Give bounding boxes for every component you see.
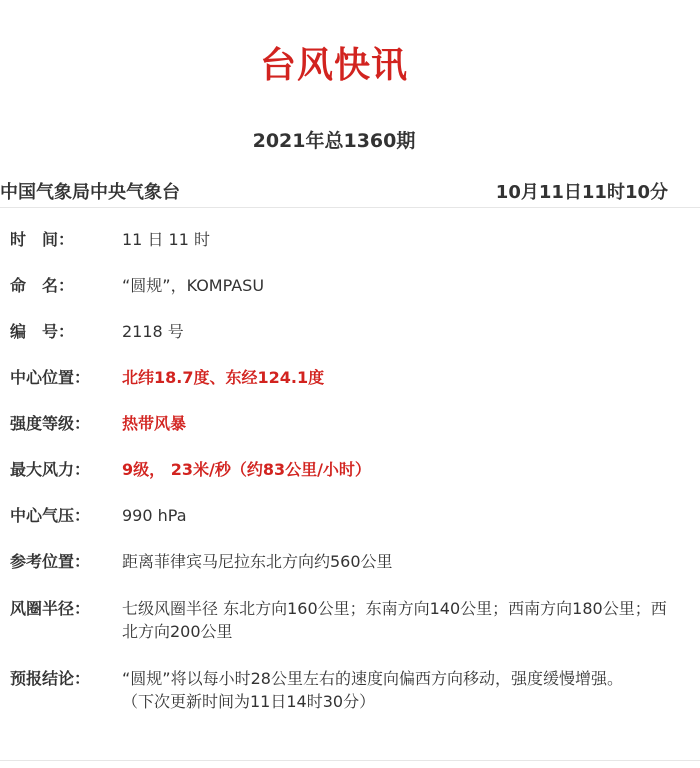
publish-datetime: 10月11日11时10分 <box>495 182 668 203</box>
field-value: 11 日 11 时 <box>122 230 210 249</box>
field-max-wind <box>10 458 670 481</box>
source-row <box>0 176 668 206</box>
bottom-divider <box>0 760 700 761</box>
field-label: 最大风力： <box>10 460 91 479</box>
field-reference-position <box>10 550 670 573</box>
forecast-text: “圆规”将以每小时28公里左右的速度向偏西方向移动，强度缓慢增强。 <box>122 669 623 688</box>
field-value: 热带风暴 <box>122 414 187 433</box>
field-value: “圆规”，KOMPASU <box>122 276 265 295</box>
field-forecast <box>10 667 670 713</box>
divider <box>0 207 700 208</box>
field-value: 990 hPa <box>122 506 187 525</box>
field-value: 北纬18.7度、东经124.1度 <box>122 368 325 387</box>
field-label: 参考位置： <box>10 552 91 571</box>
issue-number: 2021年总1360期 <box>252 130 416 152</box>
field-label: 预报结论： <box>10 669 91 688</box>
field-label: 中心位置： <box>10 368 91 387</box>
next-update-note: （下次更新时间为11日14时30分） <box>122 692 376 711</box>
field-wind-radius <box>10 597 670 643</box>
field-center-pressure <box>10 504 670 527</box>
field-value: 七级风圈半径 东北方向160公里；东南方向140公里；西南方向180公里；西北方向200公里 <box>122 599 667 641</box>
field-intensity-level <box>10 412 670 435</box>
field-center-position <box>10 366 670 389</box>
field-time <box>10 228 670 251</box>
field-label: 命 名： <box>10 276 75 295</box>
field-label: 中心气压： <box>10 506 91 525</box>
field-label: 风圈半径： <box>10 599 91 618</box>
field-name <box>10 274 670 297</box>
field-label: 时 间： <box>10 230 75 249</box>
page-title: 台风快讯 <box>259 45 408 86</box>
field-label: 强度等级： <box>10 414 91 433</box>
issuing-agency: 中国气象局中央气象台 <box>0 182 180 203</box>
field-number <box>10 320 670 343</box>
field-label: 编 号： <box>10 322 75 341</box>
field-value-group <box>122 667 670 713</box>
field-value: 距离菲律宾马尼拉东北方向约560公里 <box>122 552 393 571</box>
field-value: 9级， 23米/秒（约83公里/小时） <box>122 460 371 479</box>
field-value: 2118 号 <box>122 322 184 341</box>
